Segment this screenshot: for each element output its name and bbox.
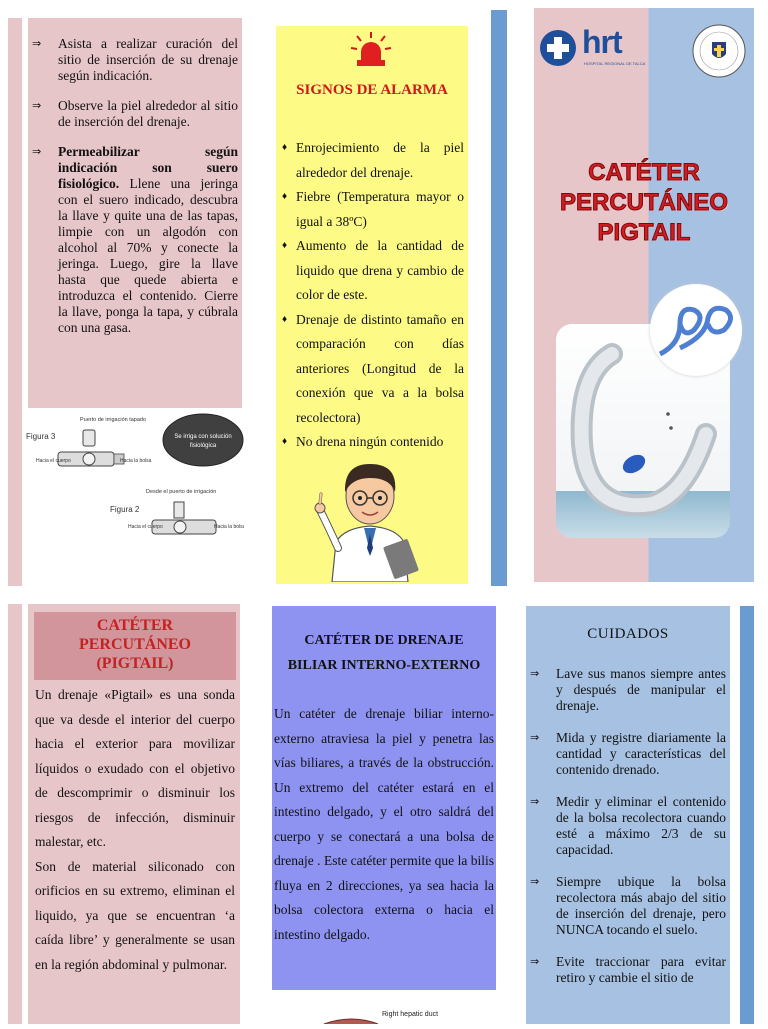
alarm-item: ♦ Fiebre (Temperatura mayor o igual a 38ºC) [280, 185, 464, 234]
care-title: CUIDADOS [587, 626, 669, 642]
arrow-icon: ⇒ [530, 795, 540, 808]
irrigation-figure [24, 408, 244, 544]
cover-title-line: PERCUTÁNEO [559, 189, 728, 216]
left-edge-stripe [8, 18, 22, 586]
doctor-illustration [314, 456, 426, 582]
liver-diagram [272, 1004, 496, 1024]
care-item: ⇒ Evite traccionar para evitar retiro y cambie el sitio de [530, 954, 726, 985]
care-item: ⇒ Lave sus manos siempre antes y después de manipular el drenaje. [530, 666, 726, 713]
bullet-icon: ♦ [282, 313, 288, 325]
instruction-text: Asista a realizar curación del sitio de inserción de su drenaje según indicación. [58, 36, 238, 83]
bullet-icon: ♦ [282, 240, 288, 251]
university-seal-icon [692, 24, 746, 78]
alarm-item: ♦ No drena ningún contenido [280, 430, 464, 455]
bullet-icon: ♦ [282, 436, 288, 447]
care-item: ⇒ Siempre ubique la bolsa recolectora más abajo del sitio de inserción del drenaje, pero NUNCA tocando el suelo. [530, 874, 726, 937]
biliar-title: CATÉTER DE DRENAJE BILIAR INTERNO-EXTERNO [287, 633, 481, 673]
irrigation-diagram [24, 408, 244, 544]
alarm-panel [276, 26, 468, 584]
instruction-text: Llene una jeringa con el suero indicado, descubra la llave y quite una de las tapas, limpie con un algodón con alcohol al 70% y conecte la jeringa. Luego, gire la llave hasta que quede abierta e introduzca el contenido. Cierre la llave, ponga la tapa, y cúbrala con una gasa. [58, 176, 238, 335]
care-item: ⇒ Mida y registre diariamente la cantidad y características del contenido drenado. [530, 730, 726, 777]
alarm-list [280, 136, 464, 455]
arrow-icon: ⇒ [530, 955, 540, 968]
intro-paragraph: Son de material siliconado con orificios en su extremo, eliminan el liquido, ya que se encuentran ‘a caída libre’ y generalmente se usan en la región abdominal y pulmonar. [35, 858, 235, 972]
arrow-icon: ⇒ [32, 145, 42, 158]
cover-title-line: PIGTAIL [597, 219, 691, 246]
siren-icon [349, 30, 393, 70]
alarm-item: ♦ Aumento de la cantidad de liquido que drena y cambio de color de este. [280, 234, 464, 308]
svg-text:Hacia la bolsa: Hacia la bolsa [214, 524, 244, 530]
diagram-label: Right hepatic duct [382, 1011, 439, 1018]
figure3-label: Figura 3 [26, 432, 56, 441]
alarm-item: ♦ Drenaje de distinto tamaño en comparación con días anteriores (Longitud de la conexión que va a la bolsa recolectora) [280, 308, 464, 431]
biliar-diagram [272, 1004, 496, 1024]
left-edge-stripe-bottom [8, 604, 22, 1024]
alarm-item: ♦ Enrojecimiento de la piel alrededor del drenaje. [280, 136, 464, 185]
instruction-item [32, 36, 238, 84]
top-caption: Puerto de irrigación tapado [80, 417, 147, 423]
care-panel [526, 606, 730, 1024]
svg-text:Hacia el cuerpo: Hacia el cuerpo [128, 524, 163, 530]
bullet-icon: ♦ [282, 142, 288, 153]
instructions-panel [28, 18, 242, 408]
intro-title: CATÉTER PERCUTÁNEO (PIGTAIL) [34, 612, 236, 680]
pigtail-loop-icon [650, 284, 742, 376]
alarm-title: SIGNOS DE ALARMA [296, 82, 448, 98]
cover-title-line: CATÉTER [588, 159, 700, 186]
svg-text:fisiológica: fisiológica [189, 443, 217, 449]
hospital-cross-icon [538, 28, 578, 68]
arrow-icon: ⇒ [530, 875, 540, 888]
care-list [530, 666, 726, 986]
instruction-item [32, 98, 238, 130]
hacia-cuerpo-label: Hacia el cuerpo [36, 458, 71, 464]
arrow-icon: ⇒ [32, 99, 42, 112]
arrow-icon: ⇒ [530, 731, 540, 744]
logo-text: hrt [582, 24, 622, 60]
pigtail-inset [650, 284, 742, 376]
hospital-logo [538, 24, 646, 72]
hacia-bolsa-label: Hacia la bolsa [120, 458, 152, 464]
intro-panel [28, 604, 240, 1024]
cover-title [534, 158, 754, 248]
arrow-icon: ⇒ [32, 37, 42, 50]
bullet-icon: ♦ [282, 191, 288, 202]
care-item: ⇒ Medir y eliminar el contenido de la bolsa recolectora cuando esté a máximo 2/3 de su capacidad. [530, 794, 726, 857]
intro-paragraph: Un drenaje «Pigtail» es una sonda que va desde el interior del cuerpo hacia el exterior para movilizar líquidos o exudado con el objetivo de descomprimir o disminuir los riesgos de infección, disminuir malestar, etc. [35, 687, 235, 849]
biliar-panel [272, 606, 496, 990]
intro-body [35, 683, 235, 977]
instruction-item [32, 144, 238, 336]
right-stripe-bottom [740, 606, 754, 1024]
bubble-text: Se irriga con solución [174, 434, 232, 440]
figure2-label: Figura 2 [110, 505, 140, 514]
instruction-text: Observe la piel alrededor al sitio de inserción del drenaje. [58, 98, 238, 129]
cover-panel [534, 8, 754, 582]
instruction-bold: Permeabilizar según indicación son suero fisiológico. [58, 144, 238, 191]
mid-caption: Desde el puerto de irrigación [146, 489, 217, 495]
center-stripe-top [491, 10, 507, 586]
logo-subtitle: HOSPITAL REGIONAL DE TALCA [584, 61, 646, 66]
biliar-text: Un catéter de drenaje biliar interno-externo atraviesa la piel y penetra las vías biliares, a través de la obstrucción. Un extremo del catéter estará en el intestino delgado, y el otro saldrá del cuerpo y se conectará a una bolsa de drenaje . Este catéter permite que la bilis fluya en 2 direcciones, ya sea hacia la bolsa colectora externa o hacia el intestino delgado. [274, 706, 494, 942]
arrow-icon: ⇒ [530, 667, 540, 680]
